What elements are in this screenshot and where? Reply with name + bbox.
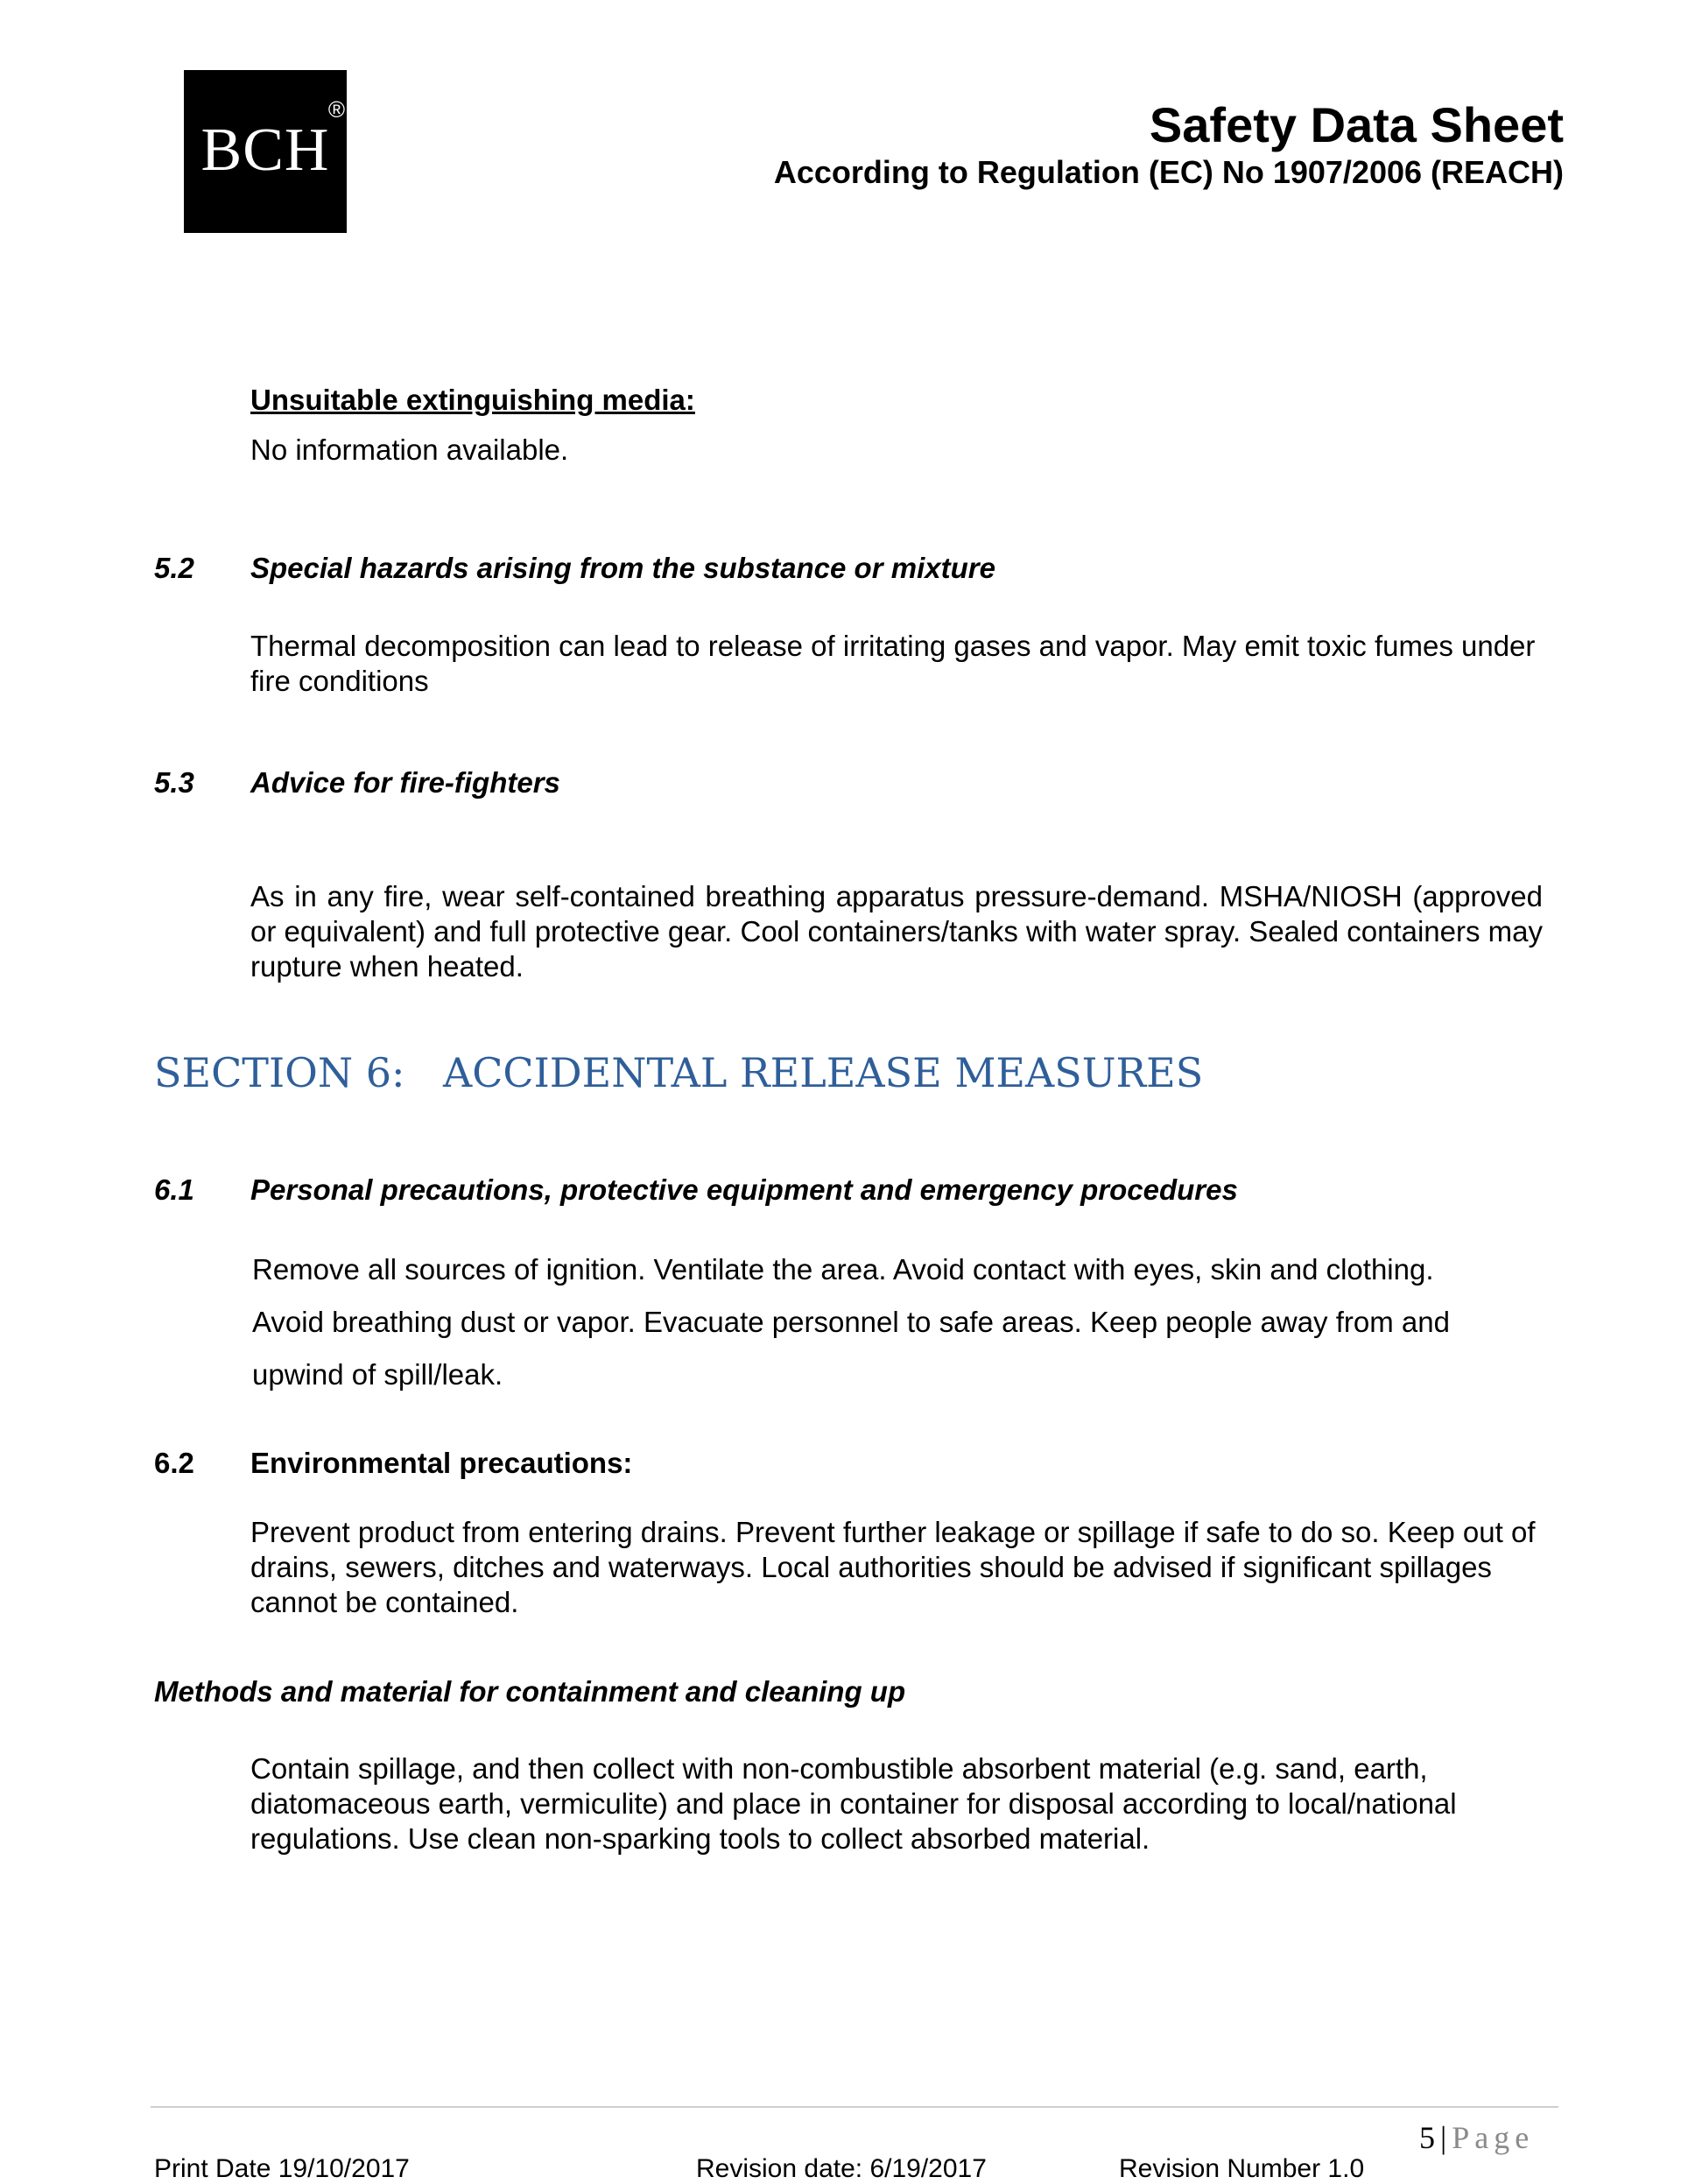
section-6-label: SECTION 6: — [154, 1049, 405, 1096]
bch-logo — [184, 70, 347, 233]
revision-number: Revision Number 1.0 — [1119, 2154, 1365, 2183]
section-6-1-heading: Personal precautions, protective equipment and emergency procedures — [250, 1173, 1238, 1206]
section-5-3-heading: Advice for fire-fighters — [250, 766, 560, 799]
section-6-2-number: 6.2 — [154, 1447, 194, 1479]
section-5-3-text: As in any fire, wear self-contained breathing apparatus pressure-demand. MSHA/NIOSH (approved or equivalent) and full protective gear. Cool containers/tanks with water spray. Sealed containers may rupture when heated. — [250, 880, 1543, 983]
section-5-2-heading: Special hazards arising from the substance or mixture — [250, 552, 995, 584]
print-date: Print Date 19/10/2017 — [154, 2154, 410, 2183]
revision-date: Revision date: 6/19/2017 — [696, 2154, 987, 2183]
section-6-1-line: upwind of spill/leak. — [252, 1358, 503, 1391]
section-5-2-text: Thermal decomposition can lead to release of irritating gases and vapor. May emit toxic fumes under fire conditions — [250, 630, 1536, 697]
methods-text: Contain spillage, and then collect with non-combustible absorbent material (e.g. sand, earth, diatomaceous earth, vermiculite) and place in container for disposal according to local/national regulations. Use clean non-sparking tools to collect absorbed material. — [250, 1752, 1457, 1855]
section-5-2-number: 5.2 — [154, 552, 194, 584]
section-6-2-heading: Environmental precautions: — [250, 1447, 633, 1479]
page-number: 5 | Page — [1419, 2120, 1535, 2155]
document-subtitle: According to Regulation (EC) No 1907/2006 (REACH) — [773, 154, 1564, 190]
unsuitable-media-heading: Unsuitable extinguishing media: — [250, 384, 695, 416]
document-title: Safety Data Sheet — [1149, 97, 1564, 152]
footer-divider — [151, 2106, 1558, 2108]
section-6-1-number: 6.1 — [154, 1173, 194, 1206]
section-6-1-line: Avoid breathing dust or vapor. Evacuate personnel to safe areas. Keep people away from and — [252, 1306, 1450, 1338]
page-word: Page — [1452, 2120, 1535, 2155]
registered-mark: ® — [327, 96, 345, 123]
section-6-title: ACCIDENTAL RELEASE MEASURES — [443, 1049, 1204, 1096]
section-5-3-number: 5.3 — [154, 766, 194, 799]
methods-heading: Methods and material for containment and cleaning up — [154, 1675, 906, 1708]
logo-text: BCH — [200, 116, 330, 184]
page-number-value: 5 — [1419, 2120, 1435, 2155]
section-6-2-text: Prevent product from entering drains. Prevent further leakage or spillage if safe to do so. Keep out of drains, sewers, ditches and waterways. Local authorities should be advised if significant spillages cannot be contained. — [250, 1516, 1536, 1618]
unsuitable-media-text: No information available. — [250, 433, 569, 466]
section-6-1-line: Remove all sources of ignition. Ventilate the area. Avoid contact with eyes, skin and clothing. — [252, 1253, 1434, 1286]
